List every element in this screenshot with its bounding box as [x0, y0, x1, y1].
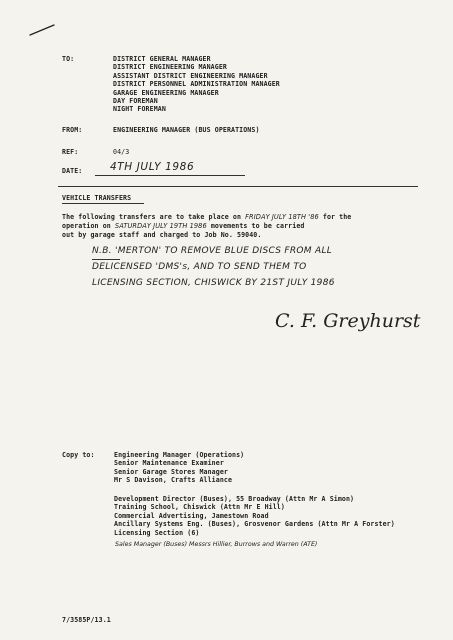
recipient: DISTRICT ENGINEERING MANAGER — [113, 63, 227, 72]
pen-mark — [28, 22, 58, 38]
copy-handwritten: Sales Manager (Buses) Messrs Hillier, Burrows and Warren (ATE) — [115, 541, 318, 548]
recipient: NIGHT FOREMAN — [113, 105, 166, 114]
copy-recipient: Engineering Manager (Operations) — [114, 451, 245, 459]
copy-label: Copy to: — [62, 451, 95, 459]
recipient: DISTRICT PERSONNEL ADMINISTRATION MANAGER — [113, 80, 280, 89]
recipients-list — [113, 55, 280, 114]
body-line-3: out by garage staff and charged to Job No. 59040. — [62, 231, 262, 239]
note-line-1: N.B. 'MERTON' TO REMOVE BLUE DISCS FROM ALL — [92, 246, 333, 256]
ref-label: REF: — [62, 148, 79, 156]
ref-value: 04/3 — [113, 148, 130, 156]
copy-group-1 — [114, 451, 244, 485]
recipient: GARAGE ENGINEERING MANAGER — [113, 88, 219, 97]
body-text: movements to be carried — [210, 222, 305, 230]
note-line-2: DELICENSED 'DMS's, AND TO SEND THEM TO — [92, 262, 307, 272]
subject: VEHICLE TRANSFERS — [62, 194, 132, 202]
copy-recipient: Licensing Section (6) — [114, 528, 200, 537]
recipient: DISTRICT GENERAL MANAGER — [113, 55, 211, 63]
from-label: FROM: — [62, 126, 83, 134]
body-line-1 — [62, 213, 351, 221]
subject-underline — [62, 203, 144, 204]
body-text: for the — [322, 213, 352, 221]
handwritten-date-1: FRIDAY JULY 18TH '86 — [245, 213, 319, 221]
footer-ref: 7/3585P/13.1 — [62, 616, 111, 624]
date-underline — [95, 175, 245, 176]
date-label: DATE: — [62, 167, 83, 175]
recipient: DAY FOREMAN — [113, 97, 158, 106]
body-text: operation on — [62, 222, 111, 230]
handwritten-date-2: SATURDAY JULY 19TH 1986 — [114, 222, 207, 230]
note-underline — [92, 259, 120, 260]
copy-recipient: Senior Garage Stores Manager — [114, 467, 228, 476]
from-value: ENGINEERING MANAGER (BUS OPERATIONS) — [113, 126, 260, 134]
note-line-3: LICENSING SECTION, CHISWICK BY 21ST JULY 1986 — [92, 278, 335, 288]
to-label: TO: — [62, 55, 75, 63]
copy-group-2 — [114, 495, 395, 537]
copy-recipient: Ancillary Systems Eng. (Buses), Grosvenor Gardens (Attn Mr A Forster) — [114, 520, 395, 529]
date-value: 4TH JULY 1986 — [110, 161, 195, 173]
recipient: ASSISTANT DISTRICT ENGINEERING MANAGER — [113, 71, 268, 80]
section-divider — [58, 186, 418, 187]
body-text: The following transfers are to take place on — [62, 213, 242, 221]
signature: C. F. Greyhurst — [275, 310, 421, 332]
copy-recipient: Mr S Davison, Crafts Alliance — [114, 476, 233, 485]
copy-recipient: Senior Maintenance Examiner — [114, 459, 224, 468]
copy-recipient: Commercial Advertising, Jamestown Road — [114, 511, 269, 520]
body-line-2 — [62, 222, 304, 230]
copy-recipient: Training School, Chiswick (Attn Mr E Hill) — [114, 503, 285, 512]
copy-recipient: Development Director (Buses), 55 Broadway (Attn Mr A Simon) — [114, 495, 355, 503]
